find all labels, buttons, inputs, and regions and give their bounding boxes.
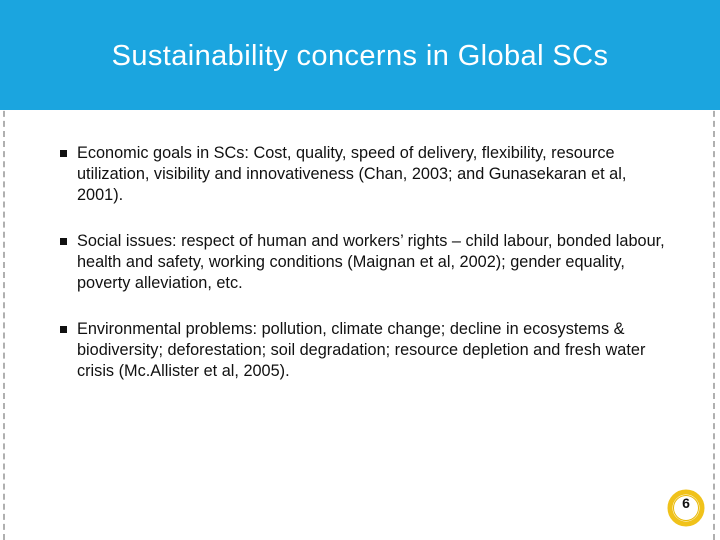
page-number: 6 bbox=[682, 495, 690, 511]
square-bullet-icon bbox=[60, 238, 67, 245]
square-bullet-icon bbox=[60, 326, 67, 333]
bullet-item-environmental bbox=[60, 319, 670, 382]
bullet-text: Economic goals in SCs: Cost, quality, speed of delivery, flexibility, resource utilization, visibility and innovativeness (Chan, 2003; and Gunasekaran et al, 2001). bbox=[77, 144, 627, 204]
bullet-item-economic bbox=[60, 143, 670, 206]
bullet-list bbox=[60, 143, 670, 407]
slide-title: Sustainability concerns in Global SCs bbox=[111, 40, 609, 72]
bullet-text: Social issues: respect of human and workers’ rights – child labour, bonded labour, health and safety, working conditions (Maignan et al, 2002); gender equality, poverty alleviation, etc. bbox=[77, 232, 665, 292]
bullet-item-social bbox=[60, 231, 670, 294]
bullet-text: Environmental problems: pollution, climate change; decline in ecosystems & biodiversity; deforestation; soil degradation; resource depletion and fresh water crisis (Mc.Allister et al, 2005). bbox=[77, 320, 646, 380]
square-bullet-icon bbox=[60, 150, 67, 157]
